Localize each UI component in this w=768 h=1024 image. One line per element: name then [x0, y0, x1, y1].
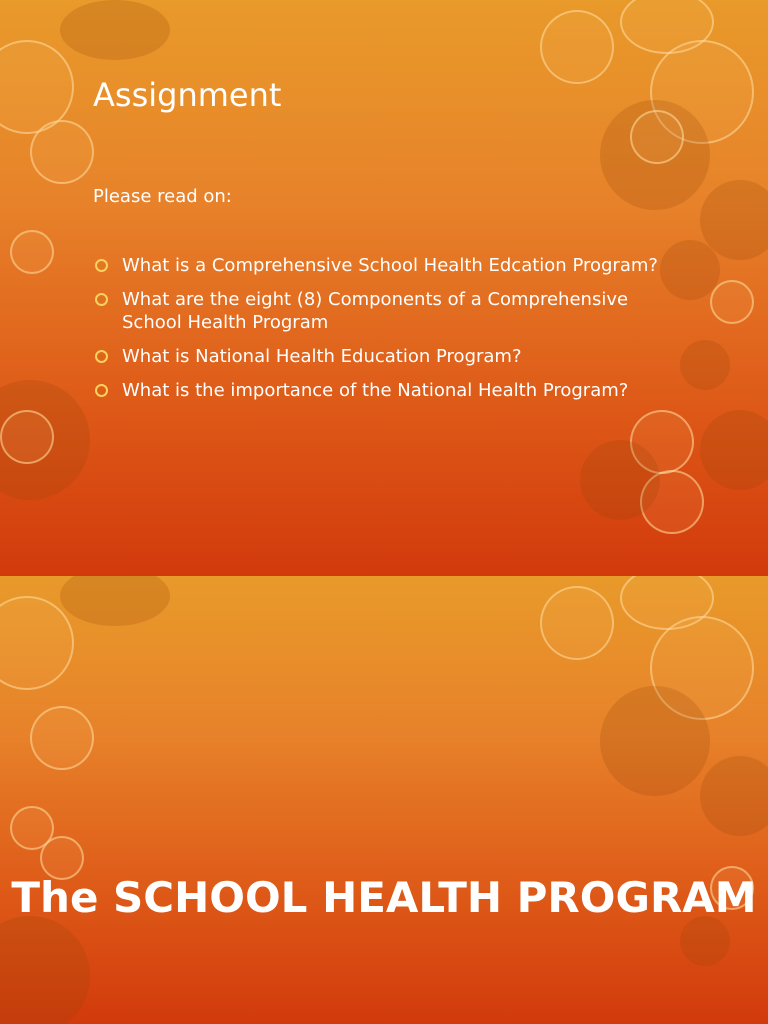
question-list: [93, 254, 693, 413]
slide-title: The SCHOOL HEALTH PROGRAM: [11, 873, 757, 922]
bubble-decoration: [60, 0, 170, 60]
slide-school-health-program: [0, 576, 768, 1024]
bubble-decoration: [710, 280, 754, 324]
list-item: [93, 379, 693, 402]
ring-bullet-icon: [95, 259, 108, 272]
bubble-decoration: [540, 586, 614, 660]
bubble-decoration: [700, 756, 768, 836]
bubble-decoration: [0, 410, 54, 464]
list-item: [93, 254, 693, 277]
bubble-decoration: [700, 410, 768, 490]
list-item-text: What are the eight (8) Components of a Comprehensive School Health Program: [122, 289, 629, 333]
bubble-decoration: [30, 120, 94, 184]
bubble-decoration: [630, 110, 684, 164]
list-item-text: What is a Comprehensive School Health Edcation Program?: [122, 255, 658, 276]
ring-bullet-icon: [95, 384, 108, 397]
list-item: [93, 345, 693, 368]
bubble-decoration: [0, 596, 74, 690]
bubble-decoration: [30, 706, 94, 770]
list-item-text: What is the importance of the National Health Program?: [122, 380, 629, 401]
bubble-decoration: [540, 10, 614, 84]
bubble-decoration: [10, 230, 54, 274]
bubble-decoration: [0, 916, 90, 1024]
bubble-decoration: [60, 576, 170, 626]
bubble-decoration: [580, 440, 660, 520]
ring-bullet-icon: [95, 293, 108, 306]
ring-bullet-icon: [95, 350, 108, 363]
list-item: [93, 288, 693, 334]
intro-text: Please read on:: [93, 186, 232, 207]
slide-title: Assignment: [93, 76, 282, 114]
list-item-text: What is National Health Education Program?: [122, 346, 522, 367]
bubble-decoration: [600, 686, 710, 796]
